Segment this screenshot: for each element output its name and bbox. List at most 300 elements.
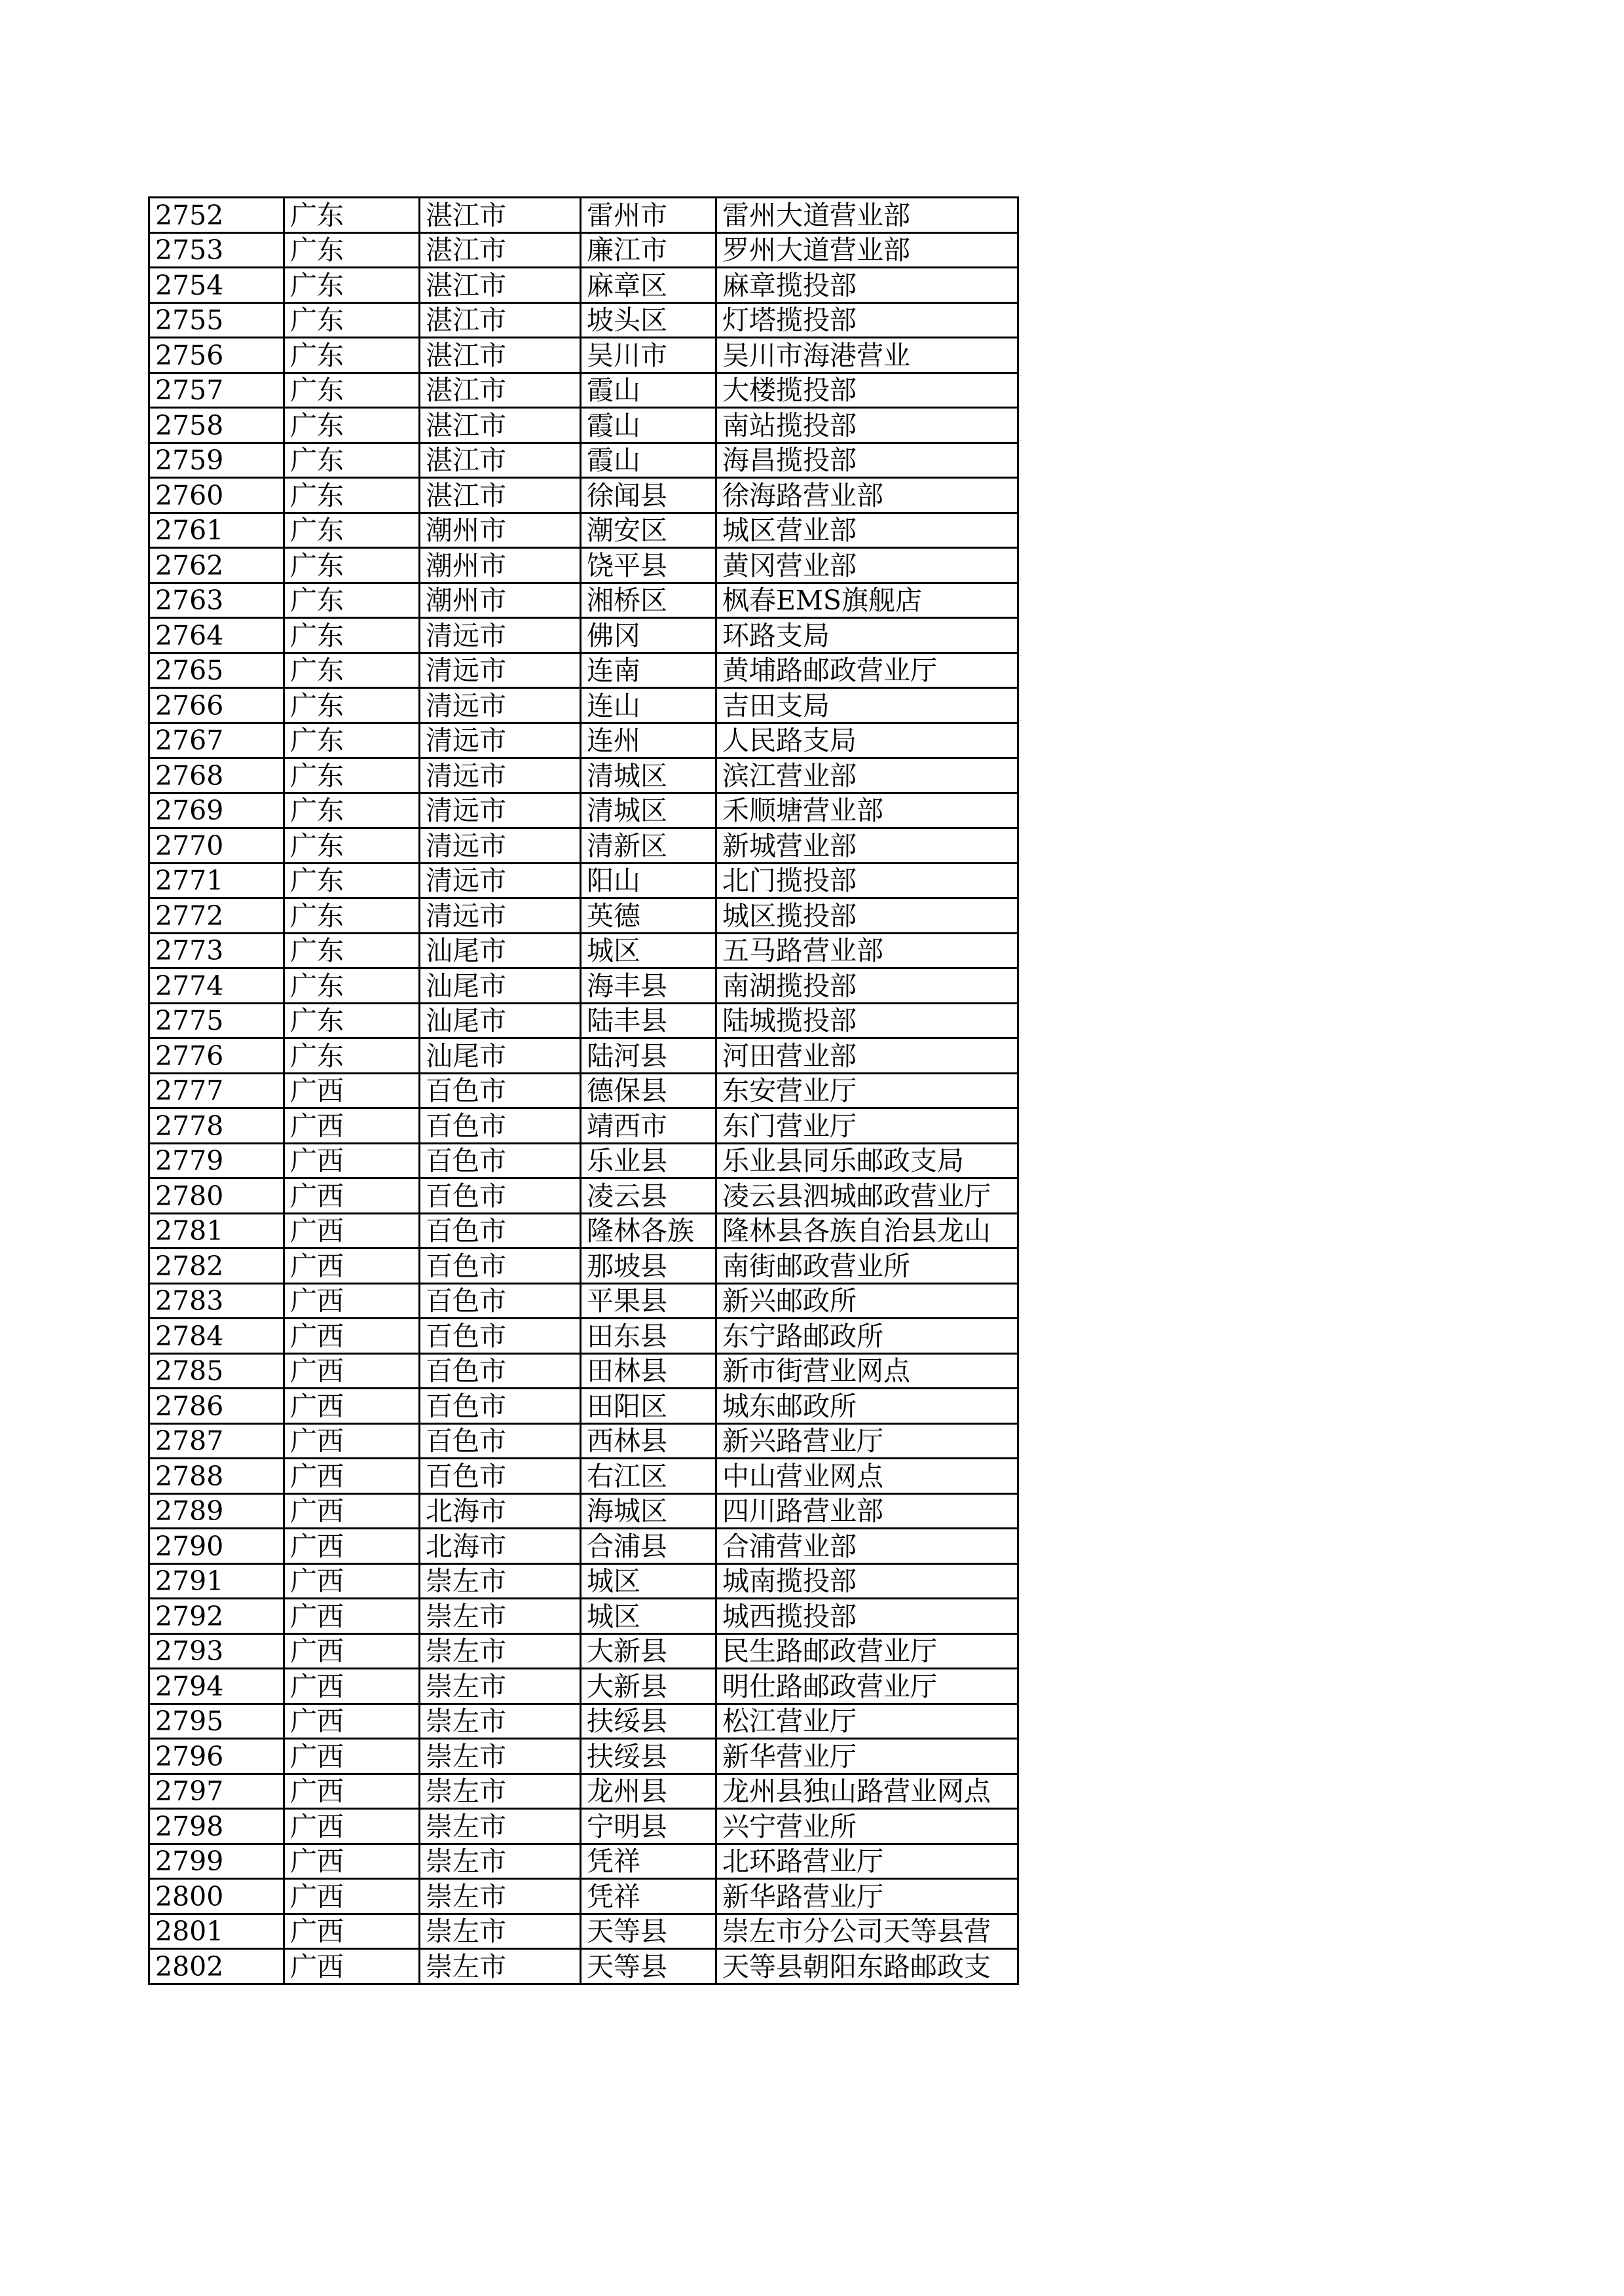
table-row <box>149 1459 1018 1494</box>
city-cell: 崇左市 <box>420 1879 581 1914</box>
province-cell: 广西 <box>284 1914 420 1949</box>
branch-name-cell: 崇左市分公司天等县营 <box>716 1914 1018 1949</box>
branch-name-cell: 河田营业部 <box>716 1038 1018 1074</box>
table-body <box>149 198 1018 1984</box>
province-cell: 广西 <box>284 1879 420 1914</box>
row-number-cell: 2765 <box>149 653 284 688</box>
district-cell: 德保县 <box>581 1073 716 1108</box>
district-cell: 城区 <box>581 1599 716 1634</box>
branch-name-cell: 吉田支局 <box>716 688 1018 723</box>
table-row <box>149 1529 1018 1564</box>
district-cell: 凭祥 <box>581 1844 716 1879</box>
table-row <box>149 408 1018 443</box>
city-cell: 崇左市 <box>420 1739 581 1774</box>
province-cell: 广东 <box>284 618 420 653</box>
city-cell: 百色市 <box>420 1143 581 1178</box>
city-cell: 崇左市 <box>420 1704 581 1739</box>
province-cell: 广东 <box>284 302 420 338</box>
table-row <box>149 723 1018 758</box>
table-row <box>149 583 1018 618</box>
district-cell: 田东县 <box>581 1319 716 1354</box>
province-cell: 广西 <box>284 1143 420 1178</box>
city-cell: 湛江市 <box>420 232 581 268</box>
province-cell: 广西 <box>284 1073 420 1108</box>
table-row <box>149 688 1018 723</box>
city-cell: 百色市 <box>420 1108 581 1144</box>
table-row <box>149 1914 1018 1949</box>
branch-name-cell: 五马路营业部 <box>716 933 1018 968</box>
city-cell: 百色市 <box>420 1248 581 1284</box>
row-number-cell: 2800 <box>149 1879 284 1914</box>
branch-name-cell: 东宁路邮政所 <box>716 1319 1018 1354</box>
branch-name-cell: 雷州大道营业部 <box>716 198 1018 233</box>
city-cell: 潮州市 <box>420 548 581 583</box>
province-cell: 广东 <box>284 232 420 268</box>
table-row <box>149 1739 1018 1774</box>
city-cell: 汕尾市 <box>420 968 581 1004</box>
branch-name-cell: 龙州县独山路营业网点 <box>716 1774 1018 1809</box>
table-row <box>149 1038 1018 1074</box>
row-number-cell: 2768 <box>149 758 284 793</box>
branch-name-cell: 吴川市海港营业 <box>716 338 1018 373</box>
table-row <box>149 268 1018 303</box>
branch-name-cell: 灯塔揽投部 <box>716 302 1018 338</box>
province-cell: 广东 <box>284 478 420 513</box>
district-cell: 田阳区 <box>581 1389 716 1424</box>
province-cell: 广西 <box>284 1459 420 1494</box>
table-row <box>149 1704 1018 1739</box>
branch-name-cell: 新城营业部 <box>716 828 1018 864</box>
branch-name-cell: 枫春EMS旗舰店 <box>716 583 1018 618</box>
row-number-cell: 2761 <box>149 513 284 548</box>
branch-name-cell: 城南揽投部 <box>716 1563 1018 1599</box>
district-cell: 天等县 <box>581 1949 716 1984</box>
city-cell: 清远市 <box>420 653 581 688</box>
district-cell: 连山 <box>581 688 716 723</box>
district-cell: 西林县 <box>581 1423 716 1459</box>
city-cell: 清远市 <box>420 898 581 934</box>
branch-name-cell: 凌云县泗城邮政营业厅 <box>716 1178 1018 1214</box>
district-cell: 清新区 <box>581 828 716 864</box>
city-cell: 百色市 <box>420 1423 581 1459</box>
district-cell: 靖西市 <box>581 1108 716 1144</box>
table-row <box>149 1809 1018 1844</box>
row-number-cell: 2759 <box>149 443 284 478</box>
city-cell: 汕尾市 <box>420 933 581 968</box>
province-cell: 广东 <box>284 968 420 1004</box>
row-number-cell: 2798 <box>149 1809 284 1844</box>
province-cell: 广西 <box>284 1353 420 1389</box>
branch-name-cell: 麻章揽投部 <box>716 268 1018 303</box>
district-cell: 霞山 <box>581 408 716 443</box>
row-number-cell: 2789 <box>149 1493 284 1529</box>
table-row <box>149 1108 1018 1144</box>
province-cell: 广东 <box>284 268 420 303</box>
city-cell: 清远市 <box>420 723 581 758</box>
branch-name-cell: 四川路营业部 <box>716 1493 1018 1529</box>
city-cell: 北海市 <box>420 1493 581 1529</box>
province-cell: 广东 <box>284 723 420 758</box>
city-cell: 湛江市 <box>420 302 581 338</box>
row-number-cell: 2752 <box>149 198 284 233</box>
table-row <box>149 1633 1018 1669</box>
city-cell: 百色市 <box>420 1459 581 1494</box>
district-cell: 平果县 <box>581 1283 716 1319</box>
row-number-cell: 2764 <box>149 618 284 653</box>
table-row <box>149 373 1018 408</box>
table-row <box>149 302 1018 338</box>
district-cell: 宁明县 <box>581 1809 716 1844</box>
province-cell: 广东 <box>284 828 420 864</box>
branch-name-cell: 新华路营业厅 <box>716 1879 1018 1914</box>
branch-name-cell: 南街邮政营业所 <box>716 1248 1018 1284</box>
row-number-cell: 2780 <box>149 1178 284 1214</box>
city-cell: 百色市 <box>420 1178 581 1214</box>
city-cell: 湛江市 <box>420 198 581 233</box>
table-row <box>149 1423 1018 1459</box>
branch-name-cell: 滨江营业部 <box>716 758 1018 793</box>
table-row <box>149 1389 1018 1424</box>
district-cell: 合浦县 <box>581 1529 716 1564</box>
district-cell: 饶平县 <box>581 548 716 583</box>
table-row <box>149 933 1018 968</box>
branch-name-cell: 中山营业网点 <box>716 1459 1018 1494</box>
table-row <box>149 1213 1018 1248</box>
province-cell: 广东 <box>284 338 420 373</box>
district-cell: 霞山 <box>581 443 716 478</box>
city-cell: 潮州市 <box>420 583 581 618</box>
city-cell: 北海市 <box>420 1529 581 1564</box>
row-number-cell: 2783 <box>149 1283 284 1319</box>
table-row <box>149 1178 1018 1214</box>
district-cell: 佛冈 <box>581 618 716 653</box>
province-cell: 广东 <box>284 1038 420 1074</box>
table-row <box>149 443 1018 478</box>
row-number-cell: 2770 <box>149 828 284 864</box>
row-number-cell: 2758 <box>149 408 284 443</box>
city-cell: 崇左市 <box>420 1844 581 1879</box>
data-table <box>148 196 1019 1985</box>
row-number-cell: 2791 <box>149 1563 284 1599</box>
province-cell: 广东 <box>284 198 420 233</box>
district-cell: 城区 <box>581 933 716 968</box>
row-number-cell: 2774 <box>149 968 284 1004</box>
city-cell: 清远市 <box>420 793 581 828</box>
branch-name-cell: 合浦营业部 <box>716 1529 1018 1564</box>
province-cell: 广西 <box>284 1669 420 1704</box>
province-cell: 广东 <box>284 1003 420 1038</box>
table-row <box>149 1248 1018 1284</box>
district-cell: 霞山 <box>581 373 716 408</box>
province-cell: 广西 <box>284 1529 420 1564</box>
branch-name-cell: 禾顺塘营业部 <box>716 793 1018 828</box>
row-number-cell: 2772 <box>149 898 284 934</box>
city-cell: 湛江市 <box>420 478 581 513</box>
province-cell: 广西 <box>284 1774 420 1809</box>
city-cell: 清远市 <box>420 618 581 653</box>
district-cell: 陆河县 <box>581 1038 716 1074</box>
table-row <box>149 1563 1018 1599</box>
branch-name-cell: 新市街营业网点 <box>716 1353 1018 1389</box>
branch-name-cell: 东安营业厅 <box>716 1073 1018 1108</box>
table-row <box>149 1353 1018 1389</box>
table-row <box>149 513 1018 548</box>
row-number-cell: 2756 <box>149 338 284 373</box>
city-cell: 汕尾市 <box>420 1003 581 1038</box>
table-row <box>149 1599 1018 1634</box>
province-cell: 广西 <box>284 1389 420 1424</box>
city-cell: 清远市 <box>420 863 581 898</box>
city-cell: 清远市 <box>420 688 581 723</box>
province-cell: 广西 <box>284 1108 420 1144</box>
branch-name-cell: 乐业县同乐邮政支局 <box>716 1143 1018 1178</box>
province-cell: 广东 <box>284 898 420 934</box>
city-cell: 百色市 <box>420 1319 581 1354</box>
province-cell: 广西 <box>284 1283 420 1319</box>
table-row <box>149 198 1018 233</box>
branch-name-cell: 北环路营业厅 <box>716 1844 1018 1879</box>
branch-name-cell: 东门营业厅 <box>716 1108 1018 1144</box>
province-cell: 广东 <box>284 583 420 618</box>
province-cell: 广东 <box>284 443 420 478</box>
city-cell: 百色市 <box>420 1073 581 1108</box>
row-number-cell: 2796 <box>149 1739 284 1774</box>
table-row <box>149 1493 1018 1529</box>
city-cell: 湛江市 <box>420 268 581 303</box>
district-cell: 凌云县 <box>581 1178 716 1214</box>
branch-name-cell: 人民路支局 <box>716 723 1018 758</box>
province-cell: 广西 <box>284 1213 420 1248</box>
table-row <box>149 1073 1018 1108</box>
province-cell: 广西 <box>284 1809 420 1844</box>
district-cell: 乐业县 <box>581 1143 716 1178</box>
district-cell: 麻章区 <box>581 268 716 303</box>
city-cell: 崇左市 <box>420 1563 581 1599</box>
branch-name-cell: 徐海路营业部 <box>716 478 1018 513</box>
row-number-cell: 2797 <box>149 1774 284 1809</box>
district-cell: 海城区 <box>581 1493 716 1529</box>
branch-name-cell: 海昌揽投部 <box>716 443 1018 478</box>
city-cell: 百色市 <box>420 1283 581 1319</box>
district-cell: 英德 <box>581 898 716 934</box>
province-cell: 广东 <box>284 408 420 443</box>
table-row <box>149 1844 1018 1879</box>
branch-name-cell: 黄埔路邮政营业厅 <box>716 653 1018 688</box>
city-cell: 崇左市 <box>420 1669 581 1704</box>
district-cell: 连州 <box>581 723 716 758</box>
table-row <box>149 1669 1018 1704</box>
table-row <box>149 618 1018 653</box>
province-cell: 广东 <box>284 653 420 688</box>
district-cell: 扶绥县 <box>581 1704 716 1739</box>
district-cell: 田林县 <box>581 1353 716 1389</box>
table-row <box>149 548 1018 583</box>
district-cell: 清城区 <box>581 793 716 828</box>
district-cell: 扶绥县 <box>581 1739 716 1774</box>
district-cell: 连南 <box>581 653 716 688</box>
table-row <box>149 1949 1018 1984</box>
branch-name-cell: 南站揽投部 <box>716 408 1018 443</box>
province-cell: 广东 <box>284 513 420 548</box>
table-row <box>149 1774 1018 1809</box>
city-cell: 湛江市 <box>420 373 581 408</box>
city-cell: 湛江市 <box>420 338 581 373</box>
city-cell: 湛江市 <box>420 443 581 478</box>
district-cell: 凭祥 <box>581 1879 716 1914</box>
branch-name-cell: 天等县朝阳东路邮政支 <box>716 1949 1018 1984</box>
branch-name-cell: 罗州大道营业部 <box>716 232 1018 268</box>
province-cell: 广东 <box>284 793 420 828</box>
city-cell: 汕尾市 <box>420 1038 581 1074</box>
table-row <box>149 968 1018 1004</box>
row-number-cell: 2795 <box>149 1704 284 1739</box>
district-cell: 阳山 <box>581 863 716 898</box>
branch-name-cell: 城区营业部 <box>716 513 1018 548</box>
city-cell: 百色市 <box>420 1213 581 1248</box>
province-cell: 广东 <box>284 758 420 793</box>
branch-name-cell: 隆林县各族自治县龙山 <box>716 1213 1018 1248</box>
branch-name-cell: 民生路邮政营业厅 <box>716 1633 1018 1669</box>
branch-name-cell: 明仕路邮政营业厅 <box>716 1669 1018 1704</box>
row-number-cell: 2794 <box>149 1669 284 1704</box>
city-cell: 崇左市 <box>420 1599 581 1634</box>
city-cell: 湛江市 <box>420 408 581 443</box>
branch-name-cell: 北门揽投部 <box>716 863 1018 898</box>
table-row <box>149 863 1018 898</box>
province-cell: 广东 <box>284 863 420 898</box>
table-row <box>149 232 1018 268</box>
branch-name-cell: 南湖揽投部 <box>716 968 1018 1004</box>
table-row <box>149 653 1018 688</box>
district-cell: 湘桥区 <box>581 583 716 618</box>
row-number-cell: 2784 <box>149 1319 284 1354</box>
province-cell: 广西 <box>284 1178 420 1214</box>
province-cell: 广西 <box>284 1423 420 1459</box>
row-number-cell: 2754 <box>149 268 284 303</box>
city-cell: 崇左市 <box>420 1633 581 1669</box>
row-number-cell: 2782 <box>149 1248 284 1284</box>
district-cell: 大新县 <box>581 1633 716 1669</box>
row-number-cell: 2767 <box>149 723 284 758</box>
table-row <box>149 1283 1018 1319</box>
city-cell: 百色市 <box>420 1353 581 1389</box>
province-cell: 广西 <box>284 1844 420 1879</box>
row-number-cell: 2760 <box>149 478 284 513</box>
district-cell: 那坡县 <box>581 1248 716 1284</box>
district-cell: 陆丰县 <box>581 1003 716 1038</box>
province-cell: 广西 <box>284 1633 420 1669</box>
branch-name-cell: 城区揽投部 <box>716 898 1018 934</box>
table-row <box>149 338 1018 373</box>
row-number-cell: 2753 <box>149 232 284 268</box>
province-cell: 广西 <box>284 1319 420 1354</box>
table-row <box>149 758 1018 793</box>
branch-name-cell: 城东邮政所 <box>716 1389 1018 1424</box>
row-number-cell: 2763 <box>149 583 284 618</box>
table-row <box>149 828 1018 864</box>
province-cell: 广西 <box>284 1704 420 1739</box>
row-number-cell: 2792 <box>149 1599 284 1634</box>
row-number-cell: 2762 <box>149 548 284 583</box>
city-cell: 崇左市 <box>420 1809 581 1844</box>
province-cell: 广西 <box>284 1248 420 1284</box>
branch-name-cell: 环路支局 <box>716 618 1018 653</box>
district-cell: 大新县 <box>581 1669 716 1704</box>
row-number-cell: 2793 <box>149 1633 284 1669</box>
table-row <box>149 1003 1018 1038</box>
table-row <box>149 478 1018 513</box>
district-cell: 右江区 <box>581 1459 716 1494</box>
row-number-cell: 2785 <box>149 1353 284 1389</box>
city-cell: 清远市 <box>420 758 581 793</box>
city-cell: 潮州市 <box>420 513 581 548</box>
district-cell: 隆林各族 <box>581 1213 716 1248</box>
row-number-cell: 2755 <box>149 302 284 338</box>
city-cell: 清远市 <box>420 828 581 864</box>
row-number-cell: 2786 <box>149 1389 284 1424</box>
branch-name-cell: 松江营业厅 <box>716 1704 1018 1739</box>
row-number-cell: 2778 <box>149 1108 284 1144</box>
row-number-cell: 2779 <box>149 1143 284 1178</box>
table-row <box>149 1319 1018 1354</box>
province-cell: 广东 <box>284 373 420 408</box>
row-number-cell: 2787 <box>149 1423 284 1459</box>
province-cell: 广西 <box>284 1563 420 1599</box>
row-number-cell: 2775 <box>149 1003 284 1038</box>
district-cell: 城区 <box>581 1563 716 1599</box>
branch-name-cell: 新兴路营业厅 <box>716 1423 1018 1459</box>
province-cell: 广东 <box>284 548 420 583</box>
district-cell: 吴川市 <box>581 338 716 373</box>
province-cell: 广西 <box>284 1739 420 1774</box>
branch-name-cell: 陆城揽投部 <box>716 1003 1018 1038</box>
province-cell: 广东 <box>284 933 420 968</box>
row-number-cell: 2788 <box>149 1459 284 1494</box>
table-row <box>149 793 1018 828</box>
branch-name-cell: 黄冈营业部 <box>716 548 1018 583</box>
table-row <box>149 898 1018 934</box>
row-number-cell: 2801 <box>149 1914 284 1949</box>
row-number-cell: 2802 <box>149 1949 284 1984</box>
city-cell: 崇左市 <box>420 1774 581 1809</box>
district-cell: 海丰县 <box>581 968 716 1004</box>
row-number-cell: 2776 <box>149 1038 284 1074</box>
row-number-cell: 2769 <box>149 793 284 828</box>
district-cell: 天等县 <box>581 1914 716 1949</box>
branch-name-cell: 兴宁营业所 <box>716 1809 1018 1844</box>
branch-name-cell: 新兴邮政所 <box>716 1283 1018 1319</box>
row-number-cell: 2781 <box>149 1213 284 1248</box>
row-number-cell: 2766 <box>149 688 284 723</box>
row-number-cell: 2773 <box>149 933 284 968</box>
row-number-cell: 2799 <box>149 1844 284 1879</box>
branch-name-cell: 城西揽投部 <box>716 1599 1018 1634</box>
row-number-cell: 2777 <box>149 1073 284 1108</box>
city-cell: 百色市 <box>420 1389 581 1424</box>
district-cell: 廉江市 <box>581 232 716 268</box>
province-cell: 广西 <box>284 1599 420 1634</box>
table-row <box>149 1879 1018 1914</box>
province-cell: 广西 <box>284 1949 420 1984</box>
district-cell: 潮安区 <box>581 513 716 548</box>
branch-name-cell: 大楼揽投部 <box>716 373 1018 408</box>
province-cell: 广西 <box>284 1493 420 1529</box>
district-cell: 徐闻县 <box>581 478 716 513</box>
province-cell: 广东 <box>284 688 420 723</box>
row-number-cell: 2790 <box>149 1529 284 1564</box>
city-cell: 崇左市 <box>420 1949 581 1984</box>
city-cell: 崇左市 <box>420 1914 581 1949</box>
